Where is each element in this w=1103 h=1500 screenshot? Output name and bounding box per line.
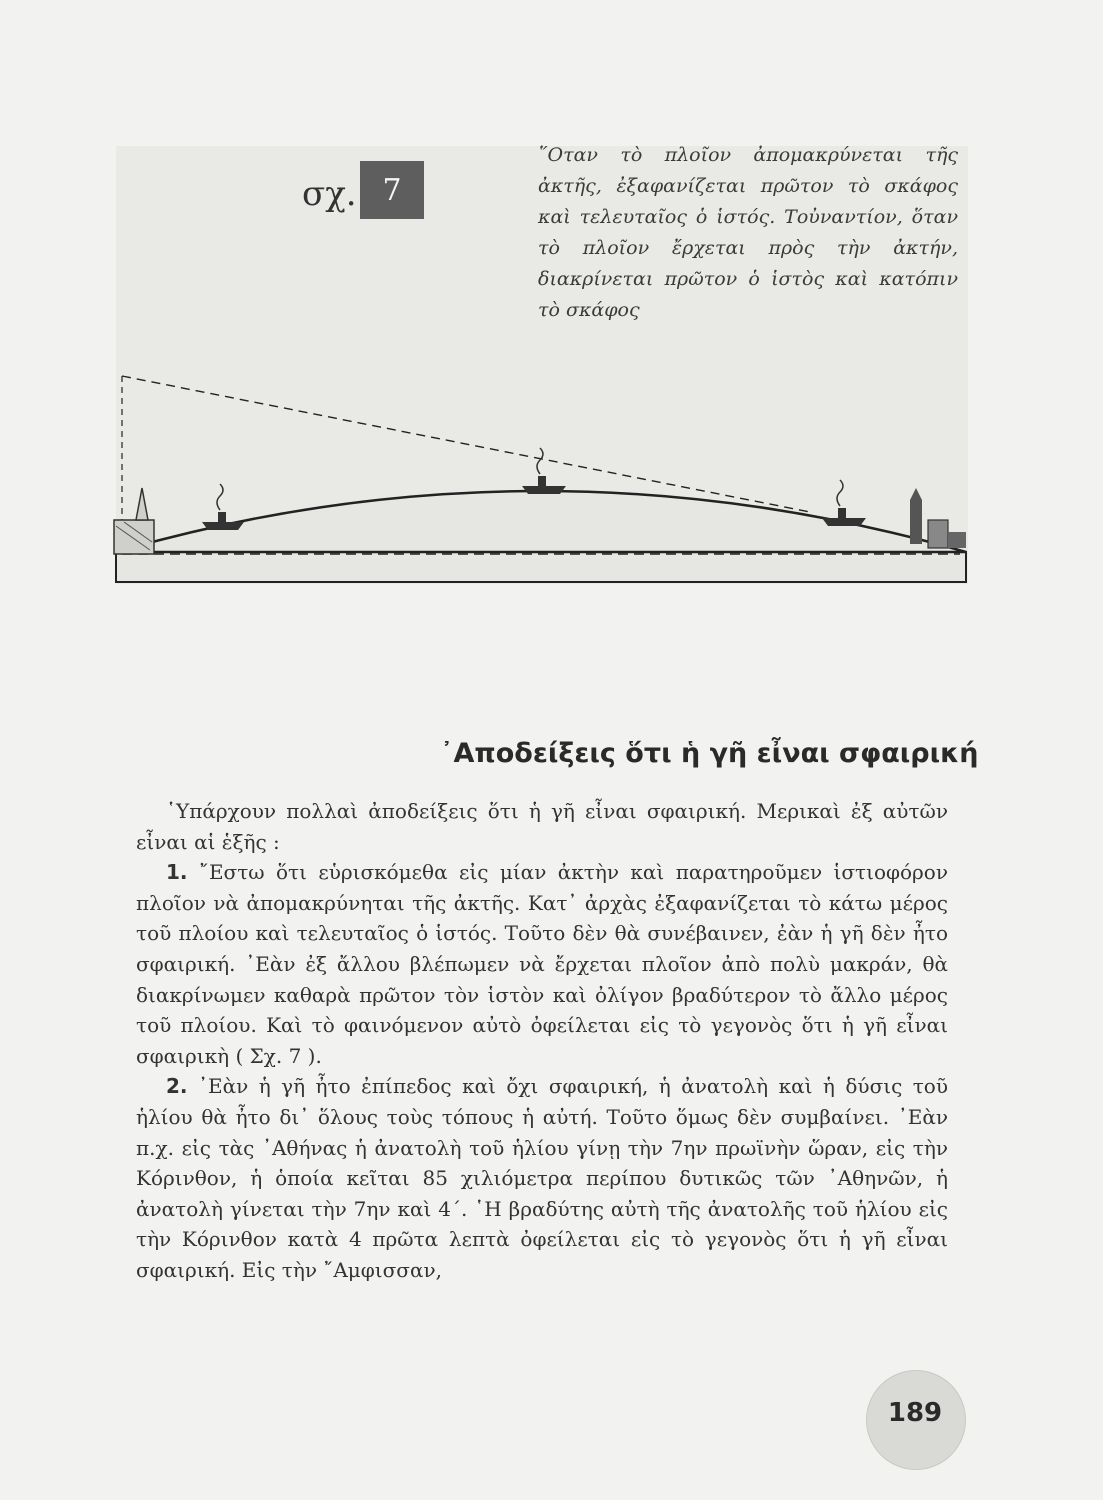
ship-left [202,484,244,530]
page-number: 189 [887,1398,943,1428]
ship-right [822,480,866,526]
figure-label: σχ. [302,174,357,214]
section-heading: ᾿Αποδείξεις ὅτι ἡ γῆ εἶναι σφαιρική [440,738,979,769]
point-1-text: ῎Εστω ὅτι εὑρισκόμεθα εἰς μίαν ἀκτὴν καὶ παρατηροῦμεν ἱστιοφόρον πλοῖον νὰ ἀπομακρύνηται τῆς ἀκτῆς. Κατ᾿ ἀρχὰς ἐξαφανίζεται τὸ κάτω μέρος τοῦ πλοίου καὶ τελευταῖος ὁ ἱστός. Τοῦτο δὲν θὰ συνέβαινεν, ἐὰν ἡ γῆ δὲν ἦτο σφαιρική. ᾿Εὰν ἐξ ἄλλου βλέπωμεν νὰ ἔρχεται πλοῖον ἀπὸ πολὺ μακράν, θὰ διακρίνωμεν καθαρὰ πρῶτον τὸν ἱστὸν καὶ ὀλίγον βραδύτερον τὸ ἄλλο μέρος τοῦ πλοίου. Καὶ τὸ φαινόμενον αὐτὸ ὀφείλεται εἰς τὸ γεγονὸς ὅτι ἡ γῆ εἶναι σφαιρικὴ ( Σχ. 7 ). [136,860,948,1068]
body-text [136,796,948,1286]
right-shore-buildings [910,488,966,548]
point-2-number: 2. [166,1074,188,1099]
figure-caption: ῞Οταν τὸ πλοῖον ἀπομακρύνεται τῆς ἀκτῆς, ἐξαφανίζεται πρῶτον τὸ σκάφος καὶ τελευταῖος ὁ ἱστός. Τοὐναντίον, ὅταν τὸ πλοῖον ἔρχεται πρὸς τὴν ἀκτήν, διακρίνεται πρῶτον ὁ ἱστὸς καὶ κατόπιν τὸ σκάφος [538,144,958,321]
curvature-diagram [110,370,970,585]
point-2-paragraph [136,1071,948,1285]
point-1-number: 1. [166,860,188,885]
point-2-text: ᾿Εὰν ἡ γῆ ἦτο ἐπίπεδος καὶ ὄχι σφαιρική, ἡ ἀνατολὴ καὶ ἡ δύσις τοῦ ἡλίου θὰ ἦτο δι᾿ ὅλους τοὺς τόπους ἡ αὐτή. Τοῦτο ὅμως δὲν συμβαίνει. ᾿Εὰν π.χ. εἰς τὰς ᾿Αθήνας ἡ ἀνατολὴ τοῦ ἡλίου γίνῃ τὴν 7ην πρωϊνὴν ὥραν, εἰς τὴν Κόρινθον, ἡ ὁποία κεῖται 85 χιλιόμετρα περίπου δυτικῶς τῶν ᾿Αθηνῶν, ἡ ἀνατολὴ γίνεται τὴν 7ην καὶ 4΄. ῾Η βραδύτης αὐτὴ τῆς ἀνατολῆς τοῦ ἡλίου εἰς τὴν Κόρινθον κατὰ 4 πρῶτα λεπτὰ ὀφείλεται εἰς τὸ γεγονὸς ὅτι ἡ γῆ εἶναι σφαιρική. Εἰς τὴν ῎Αμφισσαν, [136,1074,948,1282]
line-of-sight [122,376,810,512]
figure-number: 7 [360,161,424,219]
point-1-paragraph [136,857,948,1071]
intro-paragraph: ῾Υπάρχουν πολλαὶ ἀποδείξεις ὅτι ἡ γῆ εἶναι σφαιρική. Μερικαὶ ἐξ αὐτῶν εἶναι αἱ ἑξῆς : [136,799,948,854]
left-shore-buildings [114,488,154,554]
ship-top [522,448,566,494]
earth-base [116,552,966,582]
